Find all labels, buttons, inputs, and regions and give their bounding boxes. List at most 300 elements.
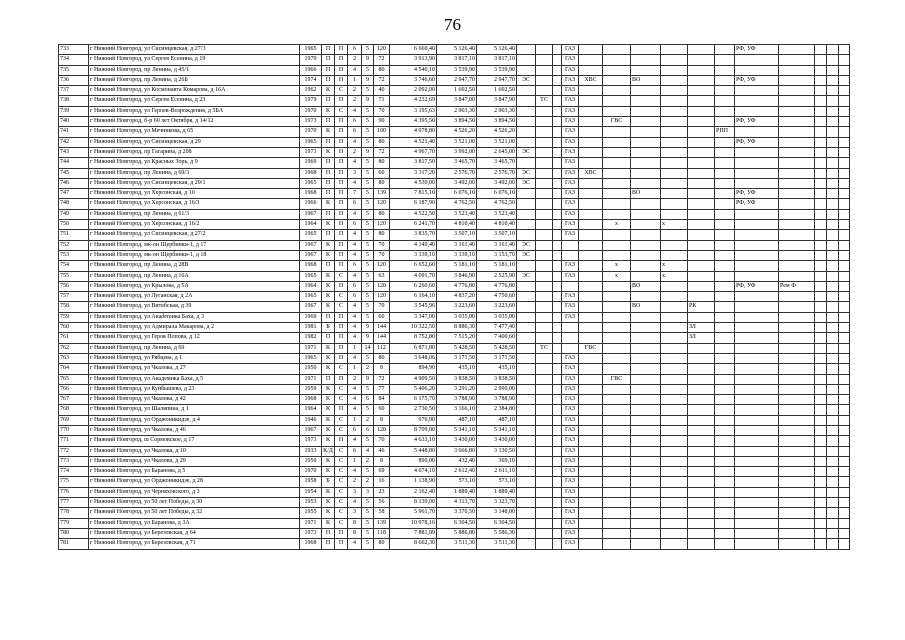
cold-water-work-cell xyxy=(579,518,603,528)
foundation-repair-cell xyxy=(779,147,815,157)
extra-1-cell xyxy=(815,220,827,230)
total-area-cell: 4 530,00 xyxy=(390,178,437,188)
cold-water-work-cell xyxy=(579,323,603,333)
row-number-cell: 739 xyxy=(59,106,89,116)
hot-water-work-cell xyxy=(603,498,631,508)
total-area-cell: 4 395,50 xyxy=(390,117,437,127)
floors-count-cell: 5 xyxy=(362,292,374,302)
residential-area-cell: 4 526,20 xyxy=(477,127,517,137)
residential-area-cell: 3 523,40 xyxy=(477,209,517,219)
gas-work-cell: ГАЗ xyxy=(562,178,579,188)
sections-count-cell: 6 xyxy=(348,220,362,230)
roof-type-cell: С xyxy=(335,364,348,374)
elevator-work-cell xyxy=(688,292,715,302)
extra-1-cell xyxy=(815,384,827,394)
address-cell: г Нижний Новгород, ул Сисинцевская, д 27/2 xyxy=(89,230,300,240)
extra-2-cell xyxy=(827,250,839,260)
table-row xyxy=(59,518,850,528)
hot-water-work-cell xyxy=(603,343,631,353)
electricity-work-cell xyxy=(517,86,536,96)
extra-2-cell xyxy=(827,436,839,446)
sections-count-cell: 4 xyxy=(348,467,362,477)
roof-type-cell: П xyxy=(335,528,348,538)
total-area-cell: 5 448,80 xyxy=(390,446,437,456)
elevator-work-cell xyxy=(688,539,715,549)
floors-count-cell: 5 xyxy=(362,168,374,178)
cold-water-work-cell xyxy=(579,117,603,127)
entrance-repair-cell xyxy=(715,539,735,549)
heating-work-cell xyxy=(536,158,553,168)
hot-water-work-cell xyxy=(603,209,631,219)
extra-1-cell xyxy=(815,117,827,127)
cold-water-work-cell xyxy=(579,230,603,240)
apartments-count-cell: 70 xyxy=(374,436,390,446)
extra-3-cell xyxy=(839,353,850,363)
hot-water-work-cell xyxy=(603,508,631,518)
gas-work-cell: ГАЗ xyxy=(562,86,579,96)
facade-repair-cell xyxy=(735,395,779,405)
sections-count-cell: 2 xyxy=(348,147,362,157)
extra-2-cell xyxy=(827,477,839,487)
extra-2-cell xyxy=(827,137,839,147)
floors-count-cell: 5 xyxy=(362,45,374,55)
floors-count-cell: 6 xyxy=(362,395,374,405)
table-row xyxy=(59,178,850,188)
floors-count-cell: 5 xyxy=(362,209,374,219)
electricity-work-cell: ЭС xyxy=(517,271,536,281)
hot-water-work-cell xyxy=(603,292,631,302)
sewerage-work-cell xyxy=(631,45,661,55)
cold-water-work-cell: ГВС xyxy=(579,343,603,353)
entrance-repair-cell xyxy=(715,343,735,353)
facade-repair-cell xyxy=(735,539,779,549)
extra-3-cell xyxy=(839,240,850,250)
sewerage-work-cell xyxy=(631,271,661,281)
wall-material-cell: К xyxy=(322,343,335,353)
sections-count-cell: 1 xyxy=(348,415,362,425)
table-row xyxy=(59,147,850,157)
table-row xyxy=(59,55,850,65)
total-area-cell: 4 978,80 xyxy=(390,127,437,137)
row-number-cell: 762 xyxy=(59,343,89,353)
roof-repair-cell xyxy=(661,405,688,415)
apartments-count-cell: 80 xyxy=(374,230,390,240)
heating-work-cell xyxy=(536,55,553,65)
foundation-repair-cell xyxy=(779,106,815,116)
address-cell: г Нижний Новгород, ул Рябцева, д 1 xyxy=(89,353,300,363)
row-number-cell: 773 xyxy=(59,456,89,466)
sections-count-cell: 3 xyxy=(348,487,362,497)
apartments-count-cell: 84 xyxy=(374,395,390,405)
gas-work-cell: ГАЗ xyxy=(562,518,579,528)
living-area-cell: 2 612,40 xyxy=(437,467,477,477)
apartments-count-cell: 70 xyxy=(374,302,390,312)
apartments-count-cell: 80 xyxy=(374,209,390,219)
row-number-cell: 778 xyxy=(59,508,89,518)
heating-work-cell xyxy=(536,323,553,333)
sections-count-cell: 4 xyxy=(348,312,362,322)
foundation-repair-cell xyxy=(779,158,815,168)
extra-3-cell xyxy=(839,137,850,147)
sewerage-work-cell xyxy=(631,436,661,446)
electricity-work-cell xyxy=(517,209,536,219)
extra-1-cell xyxy=(815,271,827,281)
apartments-count-cell: 72 xyxy=(374,75,390,85)
wall-material-cell: П xyxy=(322,333,335,343)
gas-work-cell xyxy=(562,250,579,260)
foundation-repair-cell xyxy=(779,425,815,435)
elevator-work-cell xyxy=(688,75,715,85)
cold-water-work-cell xyxy=(579,106,603,116)
extra-2-cell xyxy=(827,209,839,219)
spacer-cell xyxy=(553,168,562,178)
wall-material-cell: К xyxy=(322,127,335,137)
cold-water-work-cell xyxy=(579,405,603,415)
wall-material-cell: П xyxy=(322,117,335,127)
electricity-work-cell xyxy=(517,487,536,497)
residential-area-cell: 3 430,00 xyxy=(477,436,517,446)
apartments-count-cell: 139 xyxy=(374,189,390,199)
wall-material-cell: П xyxy=(322,230,335,240)
total-area-cell: 4 909,50 xyxy=(390,374,437,384)
electricity-work-cell xyxy=(517,528,536,538)
heating-work-cell xyxy=(536,415,553,425)
facade-repair-cell: РФ, УФ xyxy=(735,45,779,55)
apartments-count-cell: 72 xyxy=(374,55,390,65)
sections-count-cell: 8 xyxy=(348,528,362,538)
roof-repair-cell xyxy=(661,436,688,446)
roof-type-cell: С xyxy=(335,302,348,312)
roof-type-cell: П xyxy=(335,240,348,250)
sections-count-cell: 4 xyxy=(348,209,362,219)
extra-1-cell xyxy=(815,292,827,302)
living-area-cell: 3 161,40 xyxy=(437,240,477,250)
year-built-cell: 1969 xyxy=(300,312,322,322)
gas-work-cell: ГАЗ xyxy=(562,302,579,312)
hot-water-work-cell xyxy=(603,436,631,446)
roof-type-cell: С xyxy=(335,467,348,477)
living-area-cell: 432,40 xyxy=(437,456,477,466)
sections-count-cell: 1 xyxy=(348,75,362,85)
sections-count-cell: 4 xyxy=(348,395,362,405)
table-row xyxy=(59,498,850,508)
year-built-cell: 1965 xyxy=(300,271,322,281)
roof-type-cell: С xyxy=(335,395,348,405)
spacer-cell xyxy=(553,343,562,353)
housing-register-table xyxy=(58,44,850,550)
roof-repair-cell xyxy=(661,209,688,219)
residential-area-cell: 2 903,30 xyxy=(477,106,517,116)
entrance-repair-cell xyxy=(715,75,735,85)
foundation-repair-cell xyxy=(779,374,815,384)
gas-work-cell: ГАЗ xyxy=(562,220,579,230)
heating-work-cell xyxy=(536,508,553,518)
extra-1-cell xyxy=(815,106,827,116)
sewerage-work-cell: ВО xyxy=(631,75,661,85)
elevator-work-cell: РК xyxy=(688,302,715,312)
wall-material-cell: К xyxy=(322,271,335,281)
electricity-work-cell xyxy=(517,353,536,363)
sections-count-cell: 4 xyxy=(348,158,362,168)
row-number-cell: 769 xyxy=(59,415,89,425)
sewerage-work-cell xyxy=(631,127,661,137)
hot-water-work-cell: х xyxy=(603,261,631,271)
floors-count-cell: 5 xyxy=(362,178,374,188)
residential-area-cell: 2 645,00 xyxy=(477,147,517,157)
year-built-cell: 1968 xyxy=(300,189,322,199)
spacer-cell xyxy=(553,209,562,219)
extra-1-cell xyxy=(815,55,827,65)
row-number-cell: 733 xyxy=(59,45,89,55)
heating-work-cell xyxy=(536,86,553,96)
spacer-cell xyxy=(553,137,562,147)
year-built-cell: 1967 xyxy=(300,250,322,260)
sewerage-work-cell xyxy=(631,209,661,219)
facade-repair-cell xyxy=(735,55,779,65)
spacer-cell xyxy=(553,271,562,281)
sections-count-cell: 6 xyxy=(348,199,362,209)
wall-material-cell: К xyxy=(322,508,335,518)
wall-material-cell: П xyxy=(322,374,335,384)
roof-type-cell: П xyxy=(335,261,348,271)
living-area-cell: 3 521,00 xyxy=(437,137,477,147)
wall-material-cell: П xyxy=(322,96,335,106)
extra-1-cell xyxy=(815,199,827,209)
sections-count-cell: 4 xyxy=(348,353,362,363)
sections-count-cell: 2 xyxy=(348,477,362,487)
sewerage-work-cell xyxy=(631,364,661,374)
hot-water-work-cell xyxy=(603,250,631,260)
roof-repair-cell xyxy=(661,508,688,518)
residential-area-cell: 2 611,10 xyxy=(477,467,517,477)
hot-water-work-cell xyxy=(603,384,631,394)
sections-count-cell: 6 xyxy=(348,261,362,271)
spacer-cell xyxy=(553,147,562,157)
roof-type-cell: П xyxy=(335,374,348,384)
address-cell: г Нижний Новгород, ул Куйбышева, д 23 xyxy=(89,384,300,394)
row-number-cell: 754 xyxy=(59,261,89,271)
elevator-work-cell xyxy=(688,456,715,466)
wall-material-cell: К xyxy=(322,436,335,446)
year-built-cell: 1967 xyxy=(300,302,322,312)
apartments-count-cell: 60 xyxy=(374,312,390,322)
sewerage-work-cell xyxy=(631,405,661,415)
facade-repair-cell xyxy=(735,487,779,497)
entrance-repair-cell xyxy=(715,487,735,497)
spacer-cell xyxy=(553,364,562,374)
cold-water-work-cell xyxy=(579,158,603,168)
entrance-repair-cell xyxy=(715,477,735,487)
floors-count-cell: 5 xyxy=(362,137,374,147)
hot-water-work-cell xyxy=(603,65,631,75)
entrance-repair-cell xyxy=(715,271,735,281)
living-area-cell: 3 894,50 xyxy=(437,117,477,127)
foundation-repair-cell xyxy=(779,240,815,250)
roof-type-cell: П xyxy=(335,312,348,322)
extra-3-cell xyxy=(839,250,850,260)
row-number-cell: 738 xyxy=(59,96,89,106)
entrance-repair-cell xyxy=(715,168,735,178)
entrance-repair-cell xyxy=(715,209,735,219)
sewerage-work-cell xyxy=(631,117,661,127)
residential-area-cell: 3 838,50 xyxy=(477,374,517,384)
hot-water-work-cell xyxy=(603,467,631,477)
roof-repair-cell xyxy=(661,539,688,549)
sewerage-work-cell xyxy=(631,467,661,477)
roof-repair-cell xyxy=(661,250,688,260)
extra-3-cell xyxy=(839,487,850,497)
sewerage-work-cell xyxy=(631,147,661,157)
living-area-cell: 1 889,40 xyxy=(437,487,477,497)
elevator-work-cell xyxy=(688,312,715,322)
extra-3-cell xyxy=(839,220,850,230)
elevator-work-cell xyxy=(688,446,715,456)
electricity-work-cell xyxy=(517,189,536,199)
elevator-work-cell xyxy=(688,199,715,209)
entrance-repair-cell xyxy=(715,312,735,322)
wall-material-cell: П xyxy=(322,55,335,65)
spacer-cell xyxy=(553,189,562,199)
foundation-repair-cell xyxy=(779,189,815,199)
residential-area-cell: 2 990,00 xyxy=(477,384,517,394)
electricity-work-cell: ЭС xyxy=(517,250,536,260)
address-cell: г Нижний Новгород, ул 50 лет Победы, д 30 xyxy=(89,498,300,508)
total-area-cell: 3 817,50 xyxy=(390,158,437,168)
floors-count-cell: 5 xyxy=(362,189,374,199)
electricity-work-cell xyxy=(517,261,536,271)
year-built-cell: 1954 xyxy=(300,487,322,497)
roof-type-cell: С xyxy=(335,425,348,435)
gas-work-cell: ГАЗ xyxy=(562,498,579,508)
sections-count-cell: 4 xyxy=(348,250,362,260)
spacer-cell xyxy=(553,250,562,260)
extra-1-cell xyxy=(815,518,827,528)
apartments-count-cell: 120 xyxy=(374,281,390,291)
elevator-work-cell xyxy=(688,364,715,374)
sewerage-work-cell: ВО xyxy=(631,189,661,199)
cold-water-work-cell: ХВС xyxy=(579,168,603,178)
cold-water-work-cell: ХВС xyxy=(579,75,603,85)
facade-repair-cell xyxy=(735,127,779,137)
extra-3-cell xyxy=(839,168,850,178)
facade-repair-cell: РФ, УФ xyxy=(735,281,779,291)
extra-3-cell xyxy=(839,415,850,425)
sections-count-cell: 6 xyxy=(348,281,362,291)
floors-count-cell: 5 xyxy=(362,220,374,230)
year-built-cell: 1962 xyxy=(300,86,322,96)
gas-work-cell: ГАЗ xyxy=(562,395,579,405)
roof-repair-cell xyxy=(661,343,688,353)
gas-work-cell: ГАЗ xyxy=(562,65,579,75)
entrance-repair-cell xyxy=(715,364,735,374)
total-area-cell: 2 092,00 xyxy=(390,86,437,96)
living-area-cell: 3 838,50 xyxy=(437,374,477,384)
wall-material-cell: К xyxy=(322,405,335,415)
roof-type-cell: П xyxy=(335,353,348,363)
facade-repair-cell xyxy=(735,498,779,508)
heating-work-cell xyxy=(536,189,553,199)
foundation-repair-cell xyxy=(779,220,815,230)
entrance-repair-cell xyxy=(715,281,735,291)
extra-1-cell xyxy=(815,405,827,415)
extra-3-cell xyxy=(839,456,850,466)
heating-work-cell xyxy=(536,487,553,497)
wall-material-cell: П xyxy=(322,75,335,85)
row-number-cell: 743 xyxy=(59,147,89,157)
elevator-work-cell xyxy=(688,178,715,188)
extra-2-cell xyxy=(827,415,839,425)
total-area-cell: 4 091,70 xyxy=(390,271,437,281)
floors-count-cell: 2 xyxy=(362,477,374,487)
extra-3-cell xyxy=(839,395,850,405)
facade-repair-cell xyxy=(735,106,779,116)
residential-area-cell: 7 477,40 xyxy=(477,323,517,333)
residential-area-cell: 7 400,60 xyxy=(477,333,517,343)
year-built-cell: 1968 xyxy=(300,261,322,271)
spacer-cell xyxy=(553,425,562,435)
gas-work-cell: ГАЗ xyxy=(562,55,579,65)
total-area-cell: 10 978,16 xyxy=(390,518,437,528)
gas-work-cell: ГАЗ xyxy=(562,467,579,477)
roof-repair-cell xyxy=(661,96,688,106)
extra-2-cell xyxy=(827,364,839,374)
spacer-cell xyxy=(553,374,562,384)
roof-repair-cell xyxy=(661,477,688,487)
roof-repair-cell xyxy=(661,364,688,374)
elevator-work-cell xyxy=(688,477,715,487)
wall-material-cell: К xyxy=(322,456,335,466)
total-area-cell: 976,90 xyxy=(390,415,437,425)
foundation-repair-cell xyxy=(779,333,815,343)
roof-type-cell: П xyxy=(335,75,348,85)
elevator-work-cell xyxy=(688,271,715,281)
table-row xyxy=(59,106,850,116)
year-built-cell: 1970 xyxy=(300,127,322,137)
entrance-repair-cell xyxy=(715,528,735,538)
floors-count-cell: 5 xyxy=(362,353,374,363)
apartments-count-cell: 70 xyxy=(374,240,390,250)
extra-1-cell xyxy=(815,281,827,291)
total-area-cell: 3 648,06 xyxy=(390,353,437,363)
hot-water-work-cell xyxy=(603,528,631,538)
row-number-cell: 761 xyxy=(59,333,89,343)
electricity-work-cell xyxy=(517,467,536,477)
table-row xyxy=(59,425,850,435)
facade-repair-cell xyxy=(735,168,779,178)
hot-water-work-cell xyxy=(603,302,631,312)
extra-1-cell xyxy=(815,353,827,363)
extra-1-cell xyxy=(815,415,827,425)
hot-water-work-cell xyxy=(603,395,631,405)
heating-work-cell xyxy=(536,199,553,209)
extra-2-cell xyxy=(827,292,839,302)
total-area-cell: 894,90 xyxy=(390,364,437,374)
year-built-cell: 1964 xyxy=(300,281,322,291)
total-area-cell: 8 709,80 xyxy=(390,425,437,435)
sections-count-cell: 3 xyxy=(348,508,362,518)
row-number-cell: 772 xyxy=(59,446,89,456)
extra-3-cell xyxy=(839,436,850,446)
roof-type-cell: П xyxy=(335,45,348,55)
roof-repair-cell: х xyxy=(661,271,688,281)
year-built-cell: 1971 xyxy=(300,343,322,353)
spacer-cell xyxy=(553,456,562,466)
apartments-count-cell: 60 xyxy=(374,405,390,415)
year-built-cell: 1965 xyxy=(300,45,322,55)
extra-2-cell xyxy=(827,539,839,549)
extra-2-cell xyxy=(827,343,839,353)
entrance-repair-cell xyxy=(715,353,735,363)
